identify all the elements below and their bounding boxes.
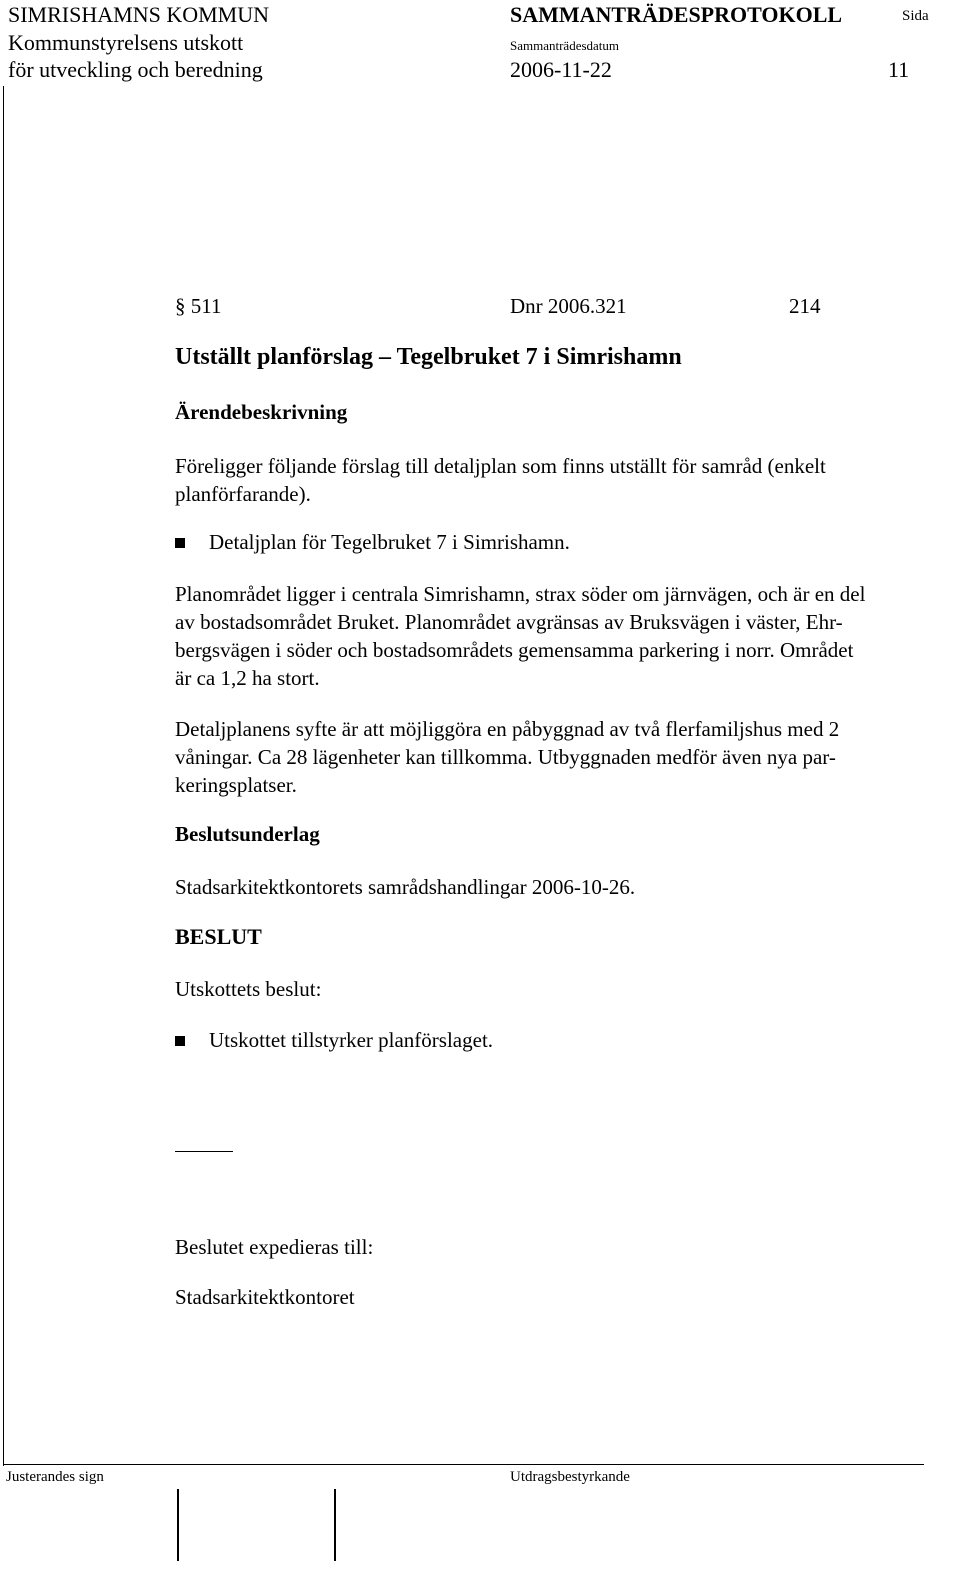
page-number: 11 xyxy=(888,57,910,82)
footer-rule xyxy=(3,1464,924,1465)
extract-label: Utdragsbestyrkande xyxy=(510,1469,630,1485)
para1-line1: Planområdet ligger i centrala Simrishamn, strax söder om järnvägen, och är en del xyxy=(175,582,866,606)
committee-line1: Kommunstyrelsens utskott xyxy=(8,30,244,55)
para2-line3: keringsplatser. xyxy=(175,773,297,797)
dnr: Dnr 2006.321 xyxy=(510,294,627,318)
case-number: 214 xyxy=(789,294,821,318)
para2-line1: Detaljplanens syfte är att möjliggöra en påbyggnad av två flerfamiljshus med 2 xyxy=(175,717,840,741)
decision-heading: BESLUT xyxy=(175,924,262,949)
paragraph-ref: § 511 xyxy=(175,294,222,318)
page-label: Sida xyxy=(902,8,929,24)
basis-text: Stadsarkitektkontorets samrådshandlingar 2006-10-26. xyxy=(175,875,636,899)
meeting-date: 2006-11-22 xyxy=(510,57,612,82)
bullet-square-icon xyxy=(175,538,185,548)
separator-rule xyxy=(175,1151,233,1152)
bullet-square-icon xyxy=(175,1036,185,1046)
date-label: Sammanträdesdatum xyxy=(510,38,620,53)
intro-paragraph: Föreligger följande förslag till detaljplan som finns utställt för samråd (enkelt planförfarande). xyxy=(175,454,826,506)
para1-line4: är ca 1,2 ha stort. xyxy=(175,666,320,690)
signature-box-divider xyxy=(177,1489,179,1561)
para1-line2: av bostadsområdet Bruket. Planområdet avgränsas av Bruksvägen i väster, Ehr- xyxy=(175,610,843,634)
dispatch-label: Beslutet expedieras till: xyxy=(175,1235,374,1259)
para2-line2: våningar. Ca 28 lägenheter kan tillkomma. Utbyggnaden medför även nya par- xyxy=(175,745,836,769)
org-name: SIMRISHAMNS KOMMUN xyxy=(8,2,269,27)
bullet-text: Detaljplan för Tegelbruket 7 i Simrishamn. xyxy=(209,530,570,554)
signer-label: Justerandes sign xyxy=(6,1469,104,1485)
committee-line2: för utveckling och beredning xyxy=(8,57,263,82)
case-title: Utställt planförslag – Tegelbruket 7 i Simrishamn xyxy=(175,344,682,370)
basis-heading: Beslutsunderlag xyxy=(175,822,320,846)
committee-decision-label: Utskottets beslut: xyxy=(175,977,322,1001)
dispatch-recipient: Stadsarkitektkontoret xyxy=(175,1285,355,1309)
description-heading: Ärendebeskrivning xyxy=(175,400,348,424)
bullet-item-decision xyxy=(175,1028,493,1053)
left-margin-rule xyxy=(3,86,4,1466)
para1-line3: bergsvägen i söder och bostadsområdets gemensamma parkering i norr. Området xyxy=(175,638,854,662)
doc-type: SAMMANTRÄDESPROTOKOLL xyxy=(510,2,843,27)
bullet-item-plan xyxy=(175,530,570,555)
signature-box-divider xyxy=(334,1489,336,1561)
bullet-text: Utskottet tillstyrker planförslaget. xyxy=(209,1028,494,1052)
